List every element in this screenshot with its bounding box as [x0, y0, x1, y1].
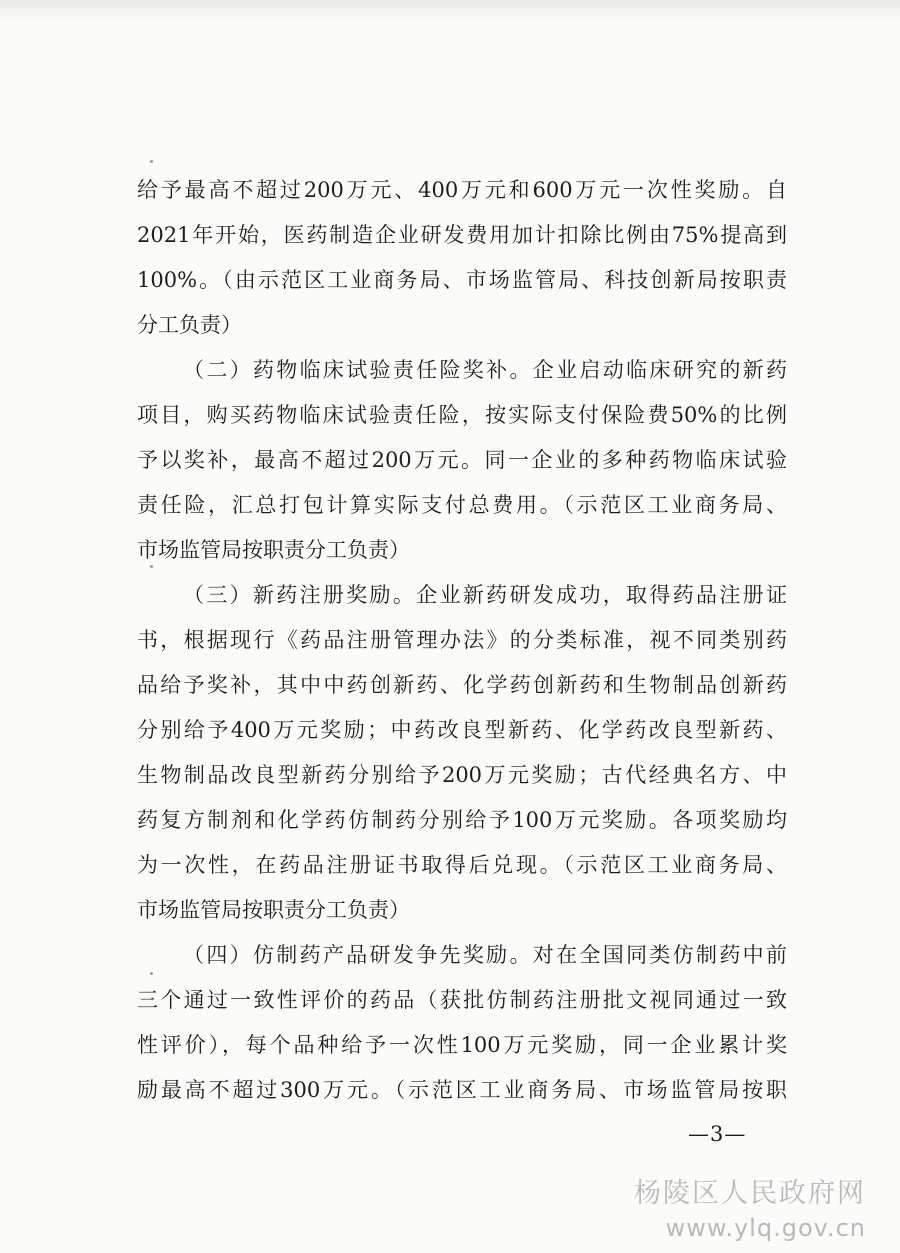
text-line: 项目，购买药物临床试验责任险，按实际支付保险费50%的比例: [137, 403, 787, 427]
text-line: 分工负责）: [137, 313, 242, 337]
text-line: 三个通过一致性评价的药品（获批仿制药注册批文视同通过一致: [137, 988, 787, 1012]
text-line: （三）新药注册奖励。企业新药研发成功，取得药品注册证: [183, 583, 787, 607]
scan-speck: [150, 565, 153, 568]
text-line: 2021年开始，医药制造企业研发费用加计扣除比例由75%提高到: [137, 223, 787, 247]
text-line: 品给予奖补，其中中药创新药、化学药创新药和生物制品创新药: [137, 673, 787, 697]
document-body: [137, 168, 787, 1113]
watermark-site-name: 杨陵区人民政府网: [634, 1178, 866, 1209]
text-line: 药复方制剂和化学药仿制药分别给予100万元奖励。各项奖励均: [137, 808, 787, 832]
text-line: （二）药物临床试验责任险奖补。企业启动临床研究的新药: [183, 358, 787, 382]
site-watermark: [634, 1176, 866, 1244]
scan-speck: [150, 972, 153, 975]
text-line: （四）仿制药产品研发争先奖励。对在全国同类仿制药中前: [183, 943, 787, 967]
text-line: 100%。（由示范区工业商务局、市场监管局、科技创新局按职责: [137, 268, 787, 292]
text-line: 书，根据现行《药品注册管理办法》的分类标准，视不同类别药: [137, 628, 787, 652]
scan-edge-shadow: [0, 0, 900, 22]
text-line: 励最高不超过300万元。（示范区工业商务局、市场监管局按职: [137, 1078, 787, 1102]
text-line: 责任险，汇总打包计算实际支付总费用。（示范区工业商务局、: [137, 493, 787, 517]
scan-speck: [150, 160, 153, 163]
watermark-url: www.ylq.gov.cn: [665, 1214, 866, 1242]
text-line: 市场监管局按职责分工负责）: [137, 538, 410, 562]
text-line: 给予最高不超过200万元、400万元和600万元一次性奖励。自: [137, 178, 787, 202]
text-line: 性评价），每个品种给予一次性100万元奖励，同一企业累计奖: [137, 1033, 787, 1057]
page-number: —3—: [688, 1122, 747, 1146]
text-line: 予以奖补，最高不超过200万元。同一企业的多种药物临床试验: [137, 448, 787, 472]
text-line: 为一次性，在药品注册证书取得后兑现。（示范区工业商务局、: [137, 853, 787, 877]
text-line: 生物制品改良型新药分别给予200万元奖励；古代经典名方、中: [137, 763, 787, 787]
text-line: 分别给予400万元奖励；中药改良型新药、化学药改良型新药、: [137, 718, 787, 742]
text-line: 市场监管局按职责分工负责）: [137, 898, 410, 922]
